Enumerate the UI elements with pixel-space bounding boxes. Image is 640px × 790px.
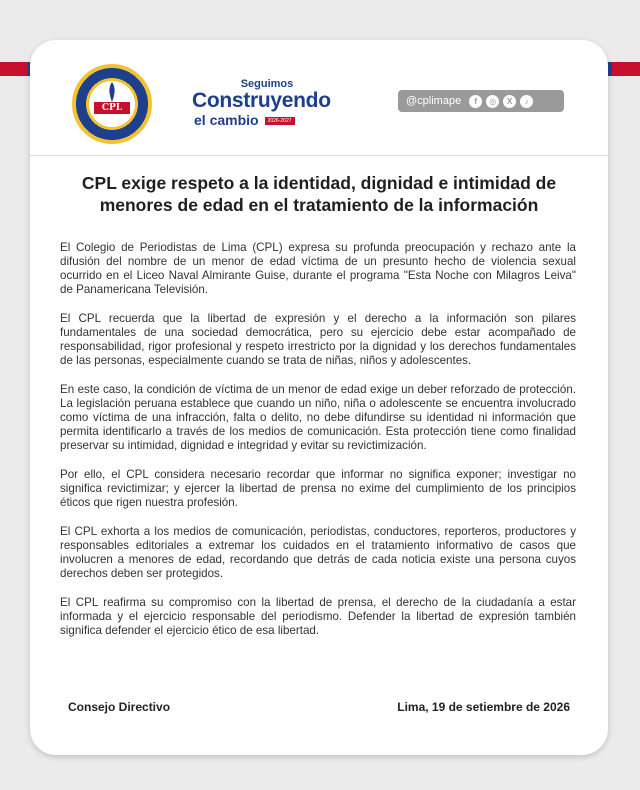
cpl-seal-logo	[72, 64, 152, 144]
paragraph: Por ello, el CPL considera necesario recordar que informar no significa exponer; investigar no significa revictimizar; y ejercer la libertad de prensa no exime del cumplimiento de los principios éticos que rigen nuestra profesión.	[60, 468, 576, 509]
paragraph: El Colegio de Periodistas de Lima (CPL) expresa su profunda preocupación y rechazo ante la difusión del nombre de un menor de edad víctima de un presunto hecho de violencia sexual ocurrido en el Liceo Naval Almirante Guise, durante el programa "Esta Noche con Milagros Leiva" de Panamericana Televisión.	[60, 241, 576, 296]
quill-icon	[106, 82, 118, 102]
slogan-line3: el cambio	[194, 112, 259, 128]
slogan-line1: Seguimos	[240, 78, 294, 90]
header-divider	[30, 155, 608, 156]
paragraph: En este caso, la condición de víctima de un menor de edad exige un deber reforzado de protección. La legislación peruana establece que cuando un niño, niña o adolescente se encuentra involucrado como víctima de una infracción, falta o delito, no debe difundirse su identidad ni información que permita identificarlo a través de los medios de comunicación. Esta protección tiene como finalidad preservar su intimidad, dignidad e integridad y evitar su revictimización.	[60, 383, 576, 452]
slogan-years: 2026-2027	[265, 117, 295, 125]
slogan-logo	[192, 78, 362, 130]
document-title: CPL exige respeto a la identidad, dignidad e intimidad de menores de edad en el tratamiento de la información	[81, 173, 557, 215]
paragraph: El CPL reafirma su compromiso con la libertad de prensa, el derecho de la ciudadanía a estar informada y el ejercicio responsable del periodismo. Defender la libertad de expresión también significa defender el ejercicio ético de esa libertad.	[60, 596, 576, 637]
instagram-icon[interactable]: ◎	[486, 95, 499, 108]
seal-abbr: CPL	[94, 102, 130, 114]
facebook-icon[interactable]: f	[469, 95, 482, 108]
slogan-line2: Construyendo	[192, 89, 331, 112]
date-line: Lima, 19 de setiembre de 2026	[397, 700, 570, 714]
tiktok-icon[interactable]: ♪	[520, 95, 533, 108]
document-body	[60, 241, 576, 653]
top-band-red-right	[612, 62, 640, 76]
paragraph: El CPL exhorta a los medios de comunicación, periodistas, conductores, reporteros, productores y responsables editoriales a extremar los cuidados en el tratamiento informativo de casos que involucren a menores de edad, recordando que detrás de cada noticia existe una persona cuyos derechos deben ser protegidos.	[60, 525, 576, 580]
social-bar	[398, 90, 564, 112]
x-icon[interactable]: X	[503, 95, 516, 108]
social-handle[interactable]: @cplimape	[406, 95, 462, 107]
signature: Consejo Directivo	[68, 700, 171, 714]
paragraph: El CPL recuerda que la libertad de expresión y el derecho a la información son pilares fundamentales de una sociedad democrática, pero su ejercicio debe estar acompañado de responsabilidad, rigor profesional y respeto irrestricto por la dignidad y los derechos fundamentales de las personas, especialmente cuando se trata de niñas, niños y adolescentes.	[60, 312, 576, 367]
statement-card	[30, 40, 608, 755]
top-band-red-left	[0, 62, 28, 76]
